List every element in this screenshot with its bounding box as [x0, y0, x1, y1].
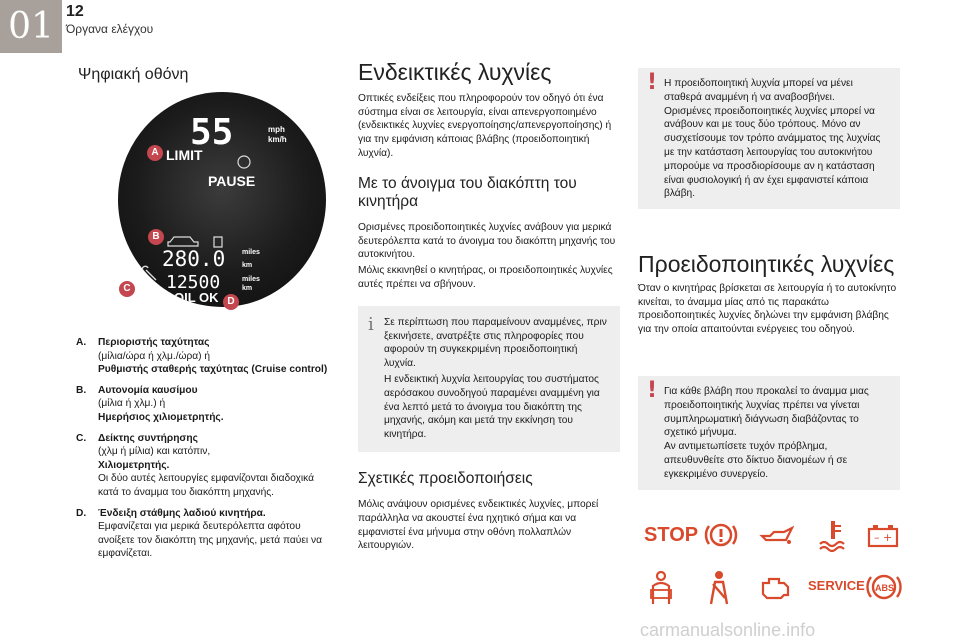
definition-line: (μίλια ή χλμ.) ή: [98, 398, 166, 410]
intro-paragraph: Οπτικές ενδείξεις που πληροφορούν τον οδηγό ότι ένα σύστημα είναι σε λειτουργία, είναι απενεργοποιημένο (ενδεικτικές λυχνίες ενεργοποίησης/απενεργοποίησης) ή για την εμφάνιση κάποιας βλάβης (προειδοποιητική λυχνία).: [358, 92, 612, 159]
brake-warning-icon: [704, 520, 738, 550]
pause-label: PAUSE: [208, 173, 256, 189]
stop-warning-icon: STOP: [644, 524, 699, 546]
subheading-warnings: Σχετικές προειδοποιήσεις: [358, 469, 533, 487]
limit-label: LIMIT: [166, 147, 203, 163]
definition-line: Ρυθμιστής σταθερής ταχύτητας (Cruise control): [98, 364, 328, 376]
definition-key: A.: [76, 337, 87, 348]
definition-b: [76, 384, 336, 425]
section-title: Ενδεικτικές λυχνίες: [358, 59, 552, 85]
info-text: Η ενδεικτική λυχνία λειτουργίας του συστήματος αερόσακου συνοδηγού παραμένει αναμμένη για ένα λεπτό μετά το άνοιγμα του διακόπτη της μηχανής, ακόμη και μετά την εκκίνηση του κινητήρα.: [384, 373, 600, 441]
definition-line: Ένδειξη στάθμης λαδιού κινητήρα.: [98, 507, 266, 519]
definition-key: D.: [76, 507, 87, 519]
definition-key: B.: [76, 384, 87, 396]
odo-unit-miles: miles: [242, 276, 260, 283]
instrument-panel-image: [118, 92, 326, 307]
odo-unit-km: km: [242, 285, 253, 292]
digital-display-heading: Ψηφιακή οθόνη: [78, 66, 189, 83]
definition-line: Εμφανίζεται για μερικά δευτερόλεπτα αφότου ανοίξετε τον διακόπτη της μηχανής, μετά παύει να εμφανίζεται.: [98, 521, 322, 560]
abs-label: ABS: [875, 583, 895, 593]
definition-d: [76, 507, 336, 561]
warning-box-2: [638, 376, 900, 490]
trip-unit-miles: miles: [242, 249, 260, 256]
definition-line: Δείκτης συντήρησης: [98, 432, 198, 444]
seatbelt-driver-icon: [646, 570, 676, 606]
watermark: carmanualsonline.info: [640, 620, 816, 640]
oil-pressure-icon: [758, 524, 794, 548]
coolant-temperature-icon: [818, 518, 848, 552]
definition-line: Οι δύο αυτές λειτουργίες εμφανίζονται διαδοχικά κατά το άναμμα του διακόπτη μηχανής.: [98, 473, 315, 498]
paragraph: Ορισμένες προειδοποιητικές λυχνίες ανάβουν για μερικά δευτερόλεπτα κατά το άνοιγμα του διακόπτη μηχανής του αυτοκινήτου.: [358, 221, 616, 261]
definition-line: (χλμ ή μίλια) και κατόπιν,: [98, 446, 211, 458]
subheading-ignition: Με το άνοιγμα του διακόπτη του κινητήρα: [358, 174, 577, 210]
definition-line: (μίλια/ώρα ή χλμ./ώρα) ή: [98, 350, 211, 362]
warning-lamps-section: [638, 251, 900, 337]
section-title: Προειδοποιητικές λυχνίες: [638, 251, 895, 277]
warning-box-1: [638, 68, 900, 209]
seatbelt-icon: [704, 570, 734, 606]
definition-line: Περιοριστής ταχύτητας: [98, 337, 210, 348]
chapter-title: Όργανα ελέγχου: [66, 22, 154, 36]
info-icon: i: [368, 313, 374, 335]
warning-exclamation-icon: !: [647, 378, 658, 403]
warning-text: Η προειδοποιητική λυχνία μπορεί να μένει σταθερά αναμμένη ή να αναβοσβήνει.: [664, 78, 853, 103]
wrench-icon: [142, 266, 156, 280]
abs-warning-icon: [866, 570, 902, 604]
speed-unit-mph: mph: [268, 125, 285, 134]
callout-c: C: [119, 281, 135, 297]
definition-line: Χιλιομετρητής.: [98, 459, 170, 471]
callout-d: D: [223, 294, 239, 310]
oil-status-readout: OIL OK: [174, 290, 219, 305]
warning-text: Αν αντιμετωπίσετε τυχόν πρόβλημα, απευθυνθείτε στο δίκτυο διανομέων ή σε εγκεκριμένο συνεργείο.: [664, 441, 848, 480]
paragraph: Όταν ο κινητήρας βρίσκεται σε λειτουργία ή το αυτοκίνητο κινείται, το άναμμα μίας από τις παρακάτω προειδοποιητικές λυχνίες δηλώνει την εμφάνιση βλάβης για την οποία απαιτούνται ενέργειες του οδηγού.: [638, 282, 897, 336]
fuel-pump-icon: [214, 237, 222, 247]
indicator-lamps-section: [358, 59, 620, 555]
definition-key: C.: [76, 432, 87, 444]
callout-b: B: [148, 229, 164, 245]
definition-c: [76, 432, 336, 500]
trip-readout: 280.0: [162, 247, 226, 271]
definition-line: Αυτονομία καυσίμου: [98, 384, 198, 396]
info-text: Σε περίπτωση που παραμείνουν αναμμένες, πριν ξεκινήσετε, ανατρέξτε στις πληροφορίες που αφορούν τη συγκεκριμένη προειδοποιητική λυχνία.: [384, 316, 607, 370]
trip-unit-km: km: [242, 262, 253, 269]
definition-a: [76, 336, 336, 377]
paragraph: Μόλις εκκινηθεί ο κινητήρας, οι προειδοποιητικές λυχνίες αυτές πρέπει να σβήνουν.: [358, 265, 613, 290]
chapter-number-tab: 01: [0, 0, 62, 53]
service-warning-icon: SERVICE: [808, 578, 865, 593]
warning-text: Για κάθε βλάβη που προκαλεί το άναμμα μιας προειδοποιητικής λυχνίας πρέπει να γίνεται συμπληρωματική διάγνωση διαβάζοντας το σχετικό μήνυμα.: [664, 386, 869, 439]
odometer-readout: 12500: [166, 272, 221, 293]
info-box: [358, 306, 620, 452]
callout-definitions: [76, 336, 336, 568]
warning-text: Ορισμένες προειδοποιητικές λυχνίες μπορεί να ανάβουν και με τους δύο τρόπους. Μόνο αν συσχετίσουμε τον τρόπο ανάμματος της λυχνίας με την κατάσταση λειτουργίας του αυτοκινήτου μπορούμε να προσδιορίσουμε αν η κατάσταση είναι φυσιολογική ή αν έχει εμφανιστεί κάποια βλάβη.: [664, 105, 881, 200]
speed-readout: 55: [190, 112, 234, 153]
definition-line: Ημερήσιος χιλιομετρητής.: [98, 411, 224, 423]
battery-charge-icon: [866, 524, 900, 548]
page-number: 12: [66, 3, 84, 20]
callout-a: A: [147, 145, 163, 161]
battery-signs: – +: [874, 531, 893, 544]
warning-exclamation-icon: !: [647, 70, 658, 95]
range-car-icon: [168, 237, 198, 246]
paragraph: Μόλις ανάψουν ορισμένες ενδεικτικές λυχνίες, μπορεί παράλληλα να ακουστεί ένα ηχητικό σήμα και να εμφανιστεί ένα μήνυμα στην οθόνη πολλαπλών λειτουργιών.: [358, 498, 599, 552]
speed-unit-kmh: km/h: [268, 135, 287, 144]
engine-check-icon: [758, 574, 794, 600]
limiter-gauge-icon: [238, 156, 250, 168]
